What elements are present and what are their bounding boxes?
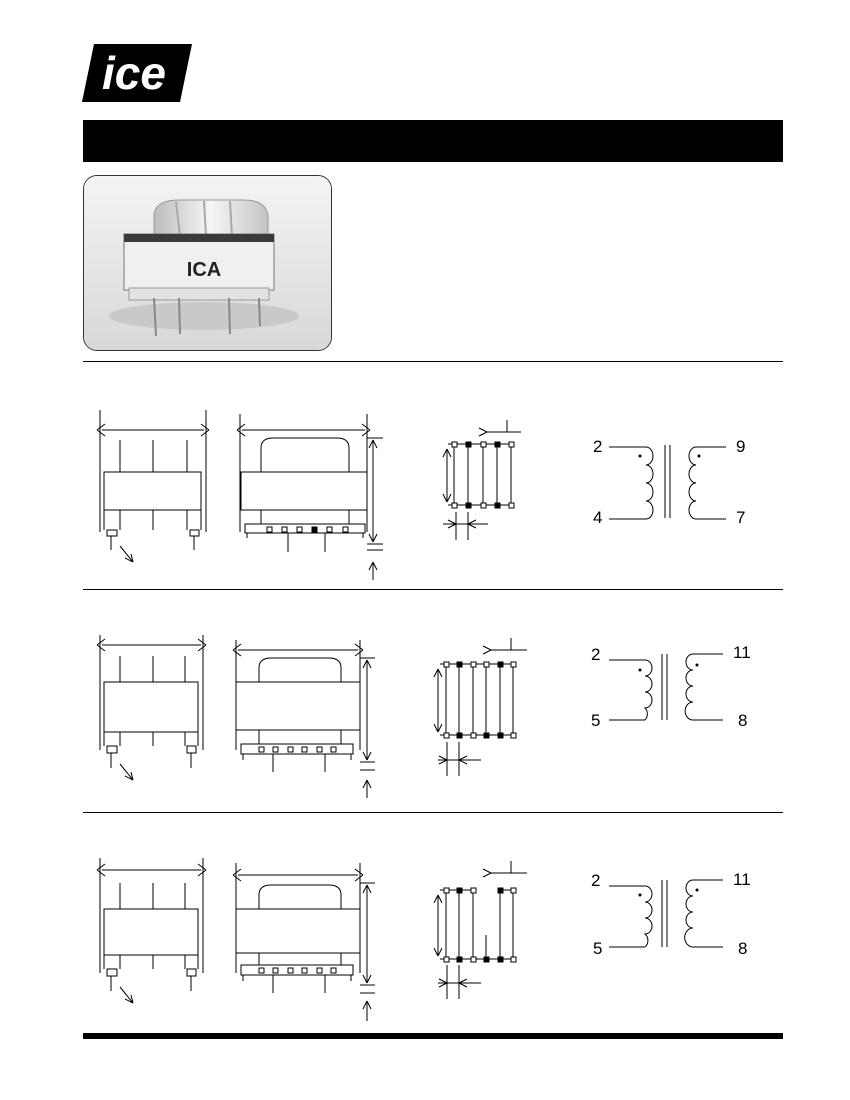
pin-label-top-left: 2 [593, 437, 603, 456]
part-marking: ICA [186, 259, 222, 281]
schematic-drawing [609, 880, 723, 947]
pin-label-top-left: 2 [591, 645, 601, 664]
schematic-drawing [609, 445, 726, 519]
pcb-layout-drawing [434, 861, 527, 999]
pin-label-bottom-left: 5 [591, 711, 601, 730]
pin-label-top-right: 9 [736, 437, 746, 456]
drawing-set-3 [83, 813, 783, 1033]
pin-label-top-right: 11 [733, 643, 751, 662]
logo-text: ice [102, 47, 166, 99]
drawing-set-1 [83, 362, 783, 582]
pin-label-bottom-left: 5 [593, 939, 603, 958]
pin-label-bottom-right: 7 [736, 508, 746, 527]
product-photo [83, 175, 332, 351]
pcb-layout-drawing [434, 638, 527, 776]
side-view-drawing [97, 635, 206, 780]
schematic-drawing [609, 654, 723, 720]
front-view-drawing [233, 863, 375, 1021]
front-view-drawing [237, 414, 383, 580]
pin-label-top-left: 2 [591, 871, 601, 890]
pin-label-bottom-right: 8 [738, 711, 748, 730]
pin-label-bottom-right: 8 [738, 939, 748, 958]
pcb-layout-drawing [443, 420, 521, 540]
title-bar [83, 120, 783, 162]
side-view-drawing [97, 410, 209, 562]
pin-label-top-right: 11 [733, 870, 751, 889]
ice-logo [82, 44, 192, 102]
model-section-1 [83, 362, 783, 582]
model-section-3 [83, 813, 783, 1033]
model-section-2 [83, 590, 783, 810]
drawing-set-2 [83, 590, 783, 810]
pin-label-bottom-left: 4 [593, 508, 603, 527]
front-view-drawing [233, 640, 375, 798]
side-view-drawing [97, 858, 206, 1003]
footer-bar [83, 1033, 783, 1039]
